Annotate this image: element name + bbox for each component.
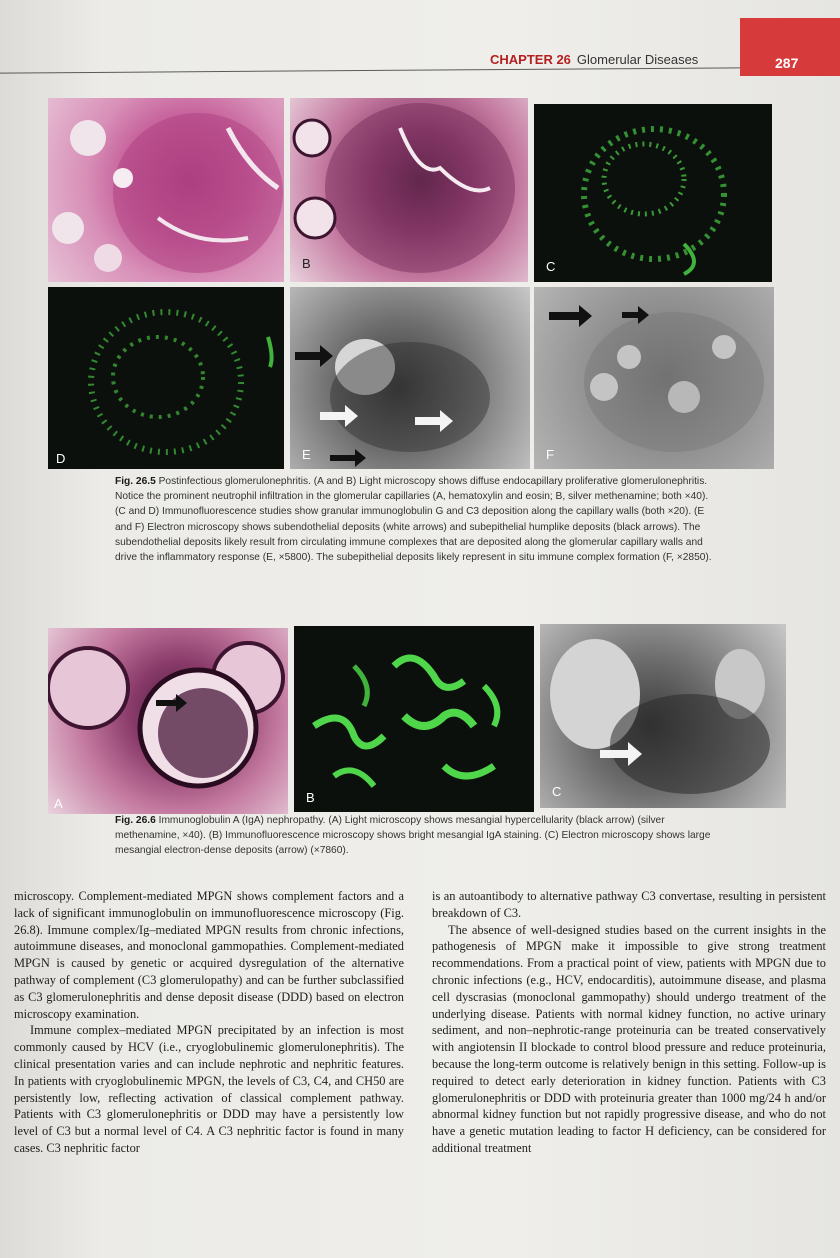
fig-26-6-panel-b [294, 626, 534, 812]
fig-26-6-panel-a [48, 628, 288, 814]
panel-label-b: B [306, 790, 315, 805]
fig-26-5-panel-d [48, 287, 284, 469]
micrograph-silver-stain [48, 628, 288, 814]
micrograph-immunofluorescence [48, 287, 284, 469]
running-header [490, 52, 698, 67]
panel-label-c: C [552, 784, 562, 799]
micrograph-immunofluorescence [534, 104, 772, 282]
caption-text: Immunoglobulin A (IgA) nephropathy. (A) Light microscopy shows mesangial hypercellularity (black arrow) (silver methenamine, ×40). (B) Immunofluorescence microscopy shows bright mesangial IgA staining. (C) Electron microscopy shows large mesangial electron-dense deposits (arrow) (×7860). [115, 815, 711, 857]
micrograph-silver-stain [290, 98, 528, 282]
electron-micrograph [290, 287, 530, 469]
fig-26-5-panel-c [534, 104, 772, 282]
fig-26-5-caption [115, 474, 715, 565]
electron-micrograph [540, 624, 786, 808]
paragraph: is an autoantibody to alternative pathway C3 convertase, resulting in persistent breakdown of C3. [432, 889, 826, 920]
black-arrow-icon [295, 345, 333, 367]
black-arrow-icon [330, 449, 366, 467]
fig-26-5-panel-a [48, 98, 284, 282]
micrograph-immunofluorescence [294, 626, 534, 812]
fig-26-6-panel-c [540, 624, 786, 808]
black-arrow-icon [549, 305, 592, 327]
fig-26-6-caption [115, 813, 720, 859]
chapter-title: Glomerular Diseases [576, 52, 699, 67]
paragraph: The absence of well-designed studies based on the current insights in the pathogenesis of MPGN make it impossible to give strong treatment recommendations. From a practical point of view, patients with MPGN due to chronic infections (e.g., HCV, endocarditis), autoimmune disease, and plasma cell dyscrasias (monoclonal gammopathy) should undergo treatment of the underlying disease. Patients with normal kidney function, no active urinary sediment, and non–nephrotic-range proteinuria can be treated conservatively with angiotensin II blockade to control blood pressure and reduce proteinuria, because the long-term outcome is relatively benign in this setting. Follow-up is required to detect early deterioration in kidney function. Patients with C3 glomerulonephritis or DDD with proteinuria greater than 1000 mg/24 h and/or abnormal kidney function but not rapidly progressive disease, and who do not have a genetic mutation leading to factor H deficiency, can be considered for additional treatment [432, 922, 826, 1155]
figure-label: Fig. 26.5 [115, 476, 156, 487]
panel-label-e: E [302, 447, 311, 462]
panel-label-c: C [546, 259, 556, 274]
paragraph: microscopy. Complement-mediated MPGN shows complement factors and a lack of significant immunoglobulin on immunofluorescence microscopy (Fig. 26.8). Immune complex/Ig–mediated MPGN results from chronic infections, autoimmune diseases, and monoclonal gammopathies. Complement-mediated MPGN is caused by genetic or acquired dysregulation of the alternative pathway of complement (C3 glomerulopathy) and can be further subclassified as C3 glomerulonephritis and dense deposit disease (DDD) based on electron microscopy examination. [14, 889, 404, 1021]
figure-label: Fig. 26.6 [115, 815, 156, 826]
body-right-column [432, 888, 826, 1157]
page-number: 287 [775, 55, 799, 71]
panel-label-b: B [302, 256, 311, 271]
fig-26-5-panel-e [290, 287, 530, 469]
electron-micrograph [534, 287, 774, 469]
chapter-number: CHAPTER 26 [490, 52, 571, 67]
panel-label-d: D [56, 451, 66, 466]
panel-label-f: F [546, 447, 554, 462]
fig-26-5-panel-b [290, 98, 528, 282]
panel-label-a: A [54, 796, 63, 811]
caption-text: Postinfectious glomerulonephritis. (A and B) Light microscopy shows diffuse endocapillary proliferative glomerulonephritis. Notice the prominent neutrophil infiltration in the glomerular capillaries (A, hematoxylin and eosin; B, silver methenamine; both ×40). (C and D) Immunofluorescence studies show granular immunoglobulin G and C3 deposition along the capillary walls (both ×20). (E and F) Electron microscopy shows subendothelial deposits (white arrows) and subepithelial humplike deposits (black arrows). The subendothelial deposits likely result from circulating immune complexes that are deposited along the glomerular capillary walls and drive the inflammatory response (E, ×5800). The subepithelial deposits likely represent in situ immune complex formation (F, ×2850). [115, 476, 712, 564]
fig-26-5-panel-f [534, 287, 774, 469]
micrograph-he-stain [48, 98, 284, 282]
paragraph: Immune complex–mediated MPGN precipitated by an infection is most commonly caused by HCV (i.e., cryoglobulinemic glomerulonephritis). The clinical presentation varies and can include nephrotic and nephritic features. In patients with cryoglobulinemic MPGN, the levels of C3, C4, and CH50 are persistently low, reflecting activation of classical complement pathway. Patients with C3 glomerulonephritis or DDD may have a persistently low level of C3 but a normal level of C4. A C3 nephritic factor is found in many cases. C3 nephritic factor [14, 1023, 404, 1155]
body-left-column [14, 888, 404, 1157]
